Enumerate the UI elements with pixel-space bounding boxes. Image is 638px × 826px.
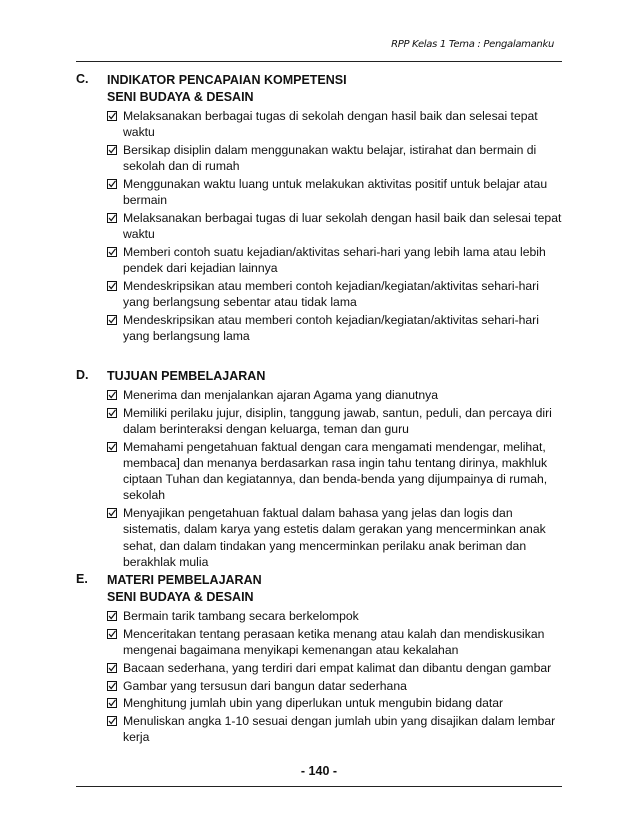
section-c <box>76 72 562 346</box>
checkbox-checked-icon <box>107 716 117 726</box>
checkbox-checked-icon <box>107 390 117 400</box>
list-item <box>107 142 562 174</box>
section-letter: D. <box>76 368 89 382</box>
checkbox-checked-icon <box>107 663 117 673</box>
list-item <box>107 608 562 624</box>
list-item <box>107 626 562 658</box>
checkbox-checked-icon <box>107 698 117 708</box>
footer-rule <box>76 786 562 787</box>
list-item-text: Bacaan sederhana, yang terdiri dari empat kalimat dan dibantu dengan gambar <box>123 660 552 675</box>
list-item-text: Menghitung jumlah ubin yang diperlukan untuk mengubin bidang datar <box>123 696 504 711</box>
list-item <box>107 660 562 676</box>
checklist <box>107 387 562 570</box>
list-item-text: Memiliki perilaku jujur, disiplin, tanggung jawab, santun, peduli, dan percaya diri dalam berinteraksi dengan keluarga, teman dan guru <box>123 405 552 436</box>
list-item-text: Bermain tarik tambang secara berkelompok <box>123 609 359 623</box>
checkbox-checked-icon <box>107 179 117 189</box>
checkbox-checked-icon <box>107 247 117 257</box>
list-item-text: Mendeskripsikan atau memberi contoh kejadian/kegiatan/aktivitas sehari-hari yang berlangsung sebentar atau tidak lama <box>123 279 539 310</box>
list-item <box>107 312 562 344</box>
running-header: RPP Kelas 1 Tema : Pengalamanku <box>391 39 554 50</box>
list-item-text: Menceritakan tentang perasaan ketika menang atau kalah dan mendiskusikan mengenai bagaimana menyikapi kemenangan atau kekalahan <box>123 626 545 657</box>
section-d <box>76 368 562 572</box>
list-item-text: Menerima dan menjalankan ajaran Agama yang dianutnya <box>123 388 439 402</box>
list-item-text: Melaksanakan berbagai tugas di luar sekolah dengan hasil baik dan selesai tepat waktu <box>123 211 562 242</box>
checkbox-checked-icon <box>107 145 117 155</box>
section-title: INDIKATOR PENCAPAIAN KOMPETENSI <box>107 73 347 87</box>
list-item-text: Menyajikan pengetahuan faktual dalam bahasa yang jelas dan logis dan sistematis, dalam karya yang estetis dalam gerakan yang mencerminkan anak sehat, dan dalam tindakan yang mencerminkan perilaku anak beriman dan berakhlak mulia <box>123 506 546 569</box>
list-item-text: Gambar yang tersusun dari bangun datar sederhana <box>123 678 407 693</box>
checkbox-checked-icon <box>107 611 117 621</box>
checkbox-checked-icon <box>107 213 117 223</box>
checkbox-checked-icon <box>107 281 117 291</box>
checklist <box>107 608 562 746</box>
list-item <box>107 405 562 437</box>
checkbox-checked-icon <box>107 315 117 325</box>
list-item-text: Menuliskan angka 1-10 sesuai dengan jumlah ubin yang disajikan dalam lembar kerja <box>123 714 556 745</box>
list-item-text: Memahami pengetahuan faktual dengan cara mengamati mendengar, melihat, membaca] dan menanya berdasarkan rasa ingin tahu tentang dirinya, makhluk ciptaan Tuhan dan kegiatannya, dan benda-benda yang dijumpainya di rumah, sekolah <box>123 439 548 503</box>
checklist <box>107 108 562 344</box>
list-item <box>107 387 562 403</box>
list-item <box>107 108 562 140</box>
list-item <box>107 678 562 694</box>
list-item <box>107 278 562 310</box>
page-number: - 140 - <box>300 764 338 778</box>
section-e <box>76 572 562 747</box>
section-title: MATERI PEMBELAJARAN <box>107 573 262 587</box>
checkbox-checked-icon <box>107 408 117 418</box>
list-item <box>107 713 562 745</box>
list-item-text: Menggunakan waktu luang untuk melakukan aktivitas positif untuk belajar atau bermain <box>123 177 548 208</box>
section-title: TUJUAN PEMBELAJARAN <box>107 369 266 383</box>
list-item <box>107 176 562 208</box>
checkbox-checked-icon <box>107 442 117 452</box>
section-subtitle: SENI BUDAYA & DESAIN <box>107 90 254 104</box>
list-item <box>107 505 562 570</box>
checkbox-checked-icon <box>107 681 117 691</box>
header-rule <box>76 61 562 62</box>
list-item-text: Memberi contoh suatu kejadian/aktivitas sehari-hari yang lebih lama atau lebih pendek dari kejadian lainnya <box>123 245 546 276</box>
list-item <box>107 695 562 711</box>
checkbox-checked-icon <box>107 111 117 121</box>
list-item-text: Melaksanakan berbagai tugas di sekolah dengan hasil baik dan selesai tepat waktu <box>123 109 538 140</box>
list-item <box>107 210 562 242</box>
list-item <box>107 244 562 276</box>
list-item-text: Bersikap disiplin dalam menggunakan waktu belajar, istirahat dan bermain di sekolah dan di rumah <box>123 143 537 174</box>
checkbox-checked-icon <box>107 508 117 518</box>
checkbox-checked-icon <box>107 629 117 639</box>
list-item <box>107 439 562 504</box>
section-subtitle: SENI BUDAYA & DESAIN <box>107 590 254 604</box>
section-letter: E. <box>76 572 88 586</box>
list-item-text: Mendeskripsikan atau memberi contoh kejadian/kegiatan/aktivitas sehari-hari yang berlangsung lama <box>123 313 539 344</box>
section-letter: C. <box>76 72 89 86</box>
